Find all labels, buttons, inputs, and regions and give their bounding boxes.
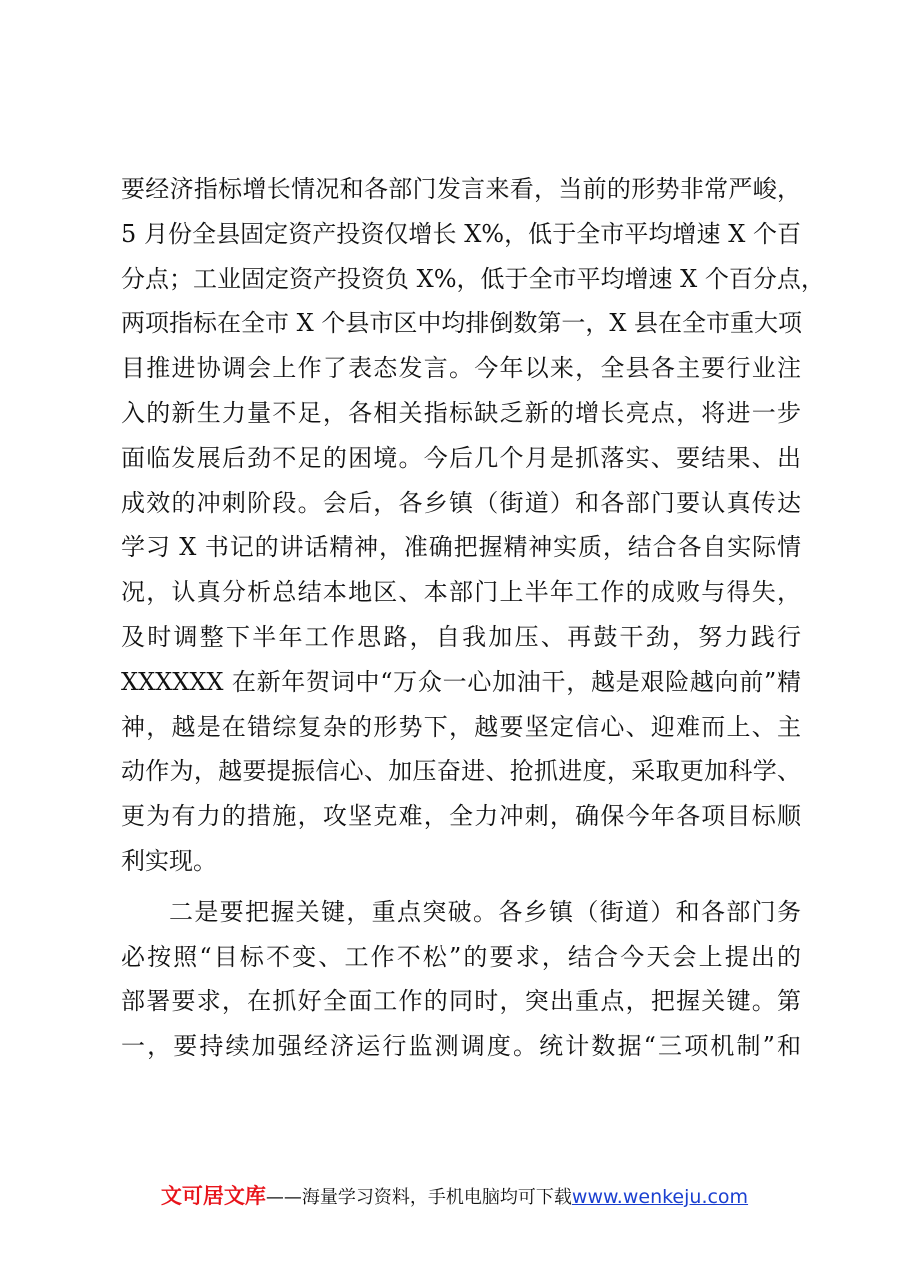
footer-tagline: ——海量学习资料，手机电脑均可下载 <box>265 1187 572 1208</box>
paragraph-2 <box>121 890 801 1069</box>
text-line: 更为有力的措施，攻坚克难，全力冲刺，确保今年各项目标顺 <box>121 802 801 831</box>
text-line: 动作为，越要提振信心、加压奋进、抢抓进度，采取更加科学、 <box>121 757 801 786</box>
footer-website-link[interactable]: www.wenkeju.com <box>571 1186 749 1208</box>
footer-brand: 文可居文库 <box>160 1184 266 1208</box>
text-line: 况，认真分析总结本地区、本部门上半年工作的成败与得失， <box>121 578 801 607</box>
text-line: 一，要持续加强经济运行监测调度。统计数据“三项机制”和 <box>121 1032 801 1061</box>
text-line: 二是要把握关键，重点突破。各乡镇（街道）和各部门务 <box>169 897 801 926</box>
text-line: 5 月份全县固定资产投资仅增长 X%，低于全市平均增速 X 个百 <box>121 219 801 248</box>
document-body <box>121 167 825 1069</box>
text-line: 分点；工业固定资产投资负 X%，低于全市平均增速 X 个百分点， <box>121 264 825 293</box>
paragraph-1 <box>121 167 825 884</box>
text-line: 利实现。 <box>121 846 217 875</box>
text-line: 必按照“目标不变、工作不松”的要求，结合今天会上提出的 <box>121 942 801 971</box>
text-line: 目推进协调会上作了表态发言。今年以来，全县各主要行业注 <box>121 354 801 383</box>
text-line: 成效的冲刺阶段。会后，各乡镇（街道）和各部门要认真传达 <box>121 488 801 517</box>
text-line: 神，越是在错综复杂的形势下，越要坚定信心、迎难而上、主 <box>121 712 801 741</box>
text-line: 学习 X 书记的讲话精神，准确把握精神实质，结合各自实际情 <box>121 533 801 562</box>
text-line: 两项指标在全市 X 个县市区中均排倒数第一，X 县在全市重大项 <box>121 309 803 338</box>
text-line: XXXXXX 在新年贺词中“万众一心加油干，越是艰险越向前”精 <box>121 667 801 696</box>
text-line: 部署要求，在抓好全面工作的同时，突出重点，把握关键。第 <box>121 987 801 1016</box>
text-line: 要经济指标增长情况和各部门发言来看，当前的形势非常严峻， <box>121 175 801 203</box>
text-line: 入的新生力量不足，各相关指标缺乏新的增长亮点，将进一步 <box>121 398 801 427</box>
page-footer <box>0 1180 909 1210</box>
text-line: 及时调整下半年工作思路，自我加压、再鼓干劲，努力践行 <box>121 622 801 651</box>
text-line: 面临发展后劲不足的困境。今后几个月是抓落实、要结果、出 <box>121 443 801 472</box>
